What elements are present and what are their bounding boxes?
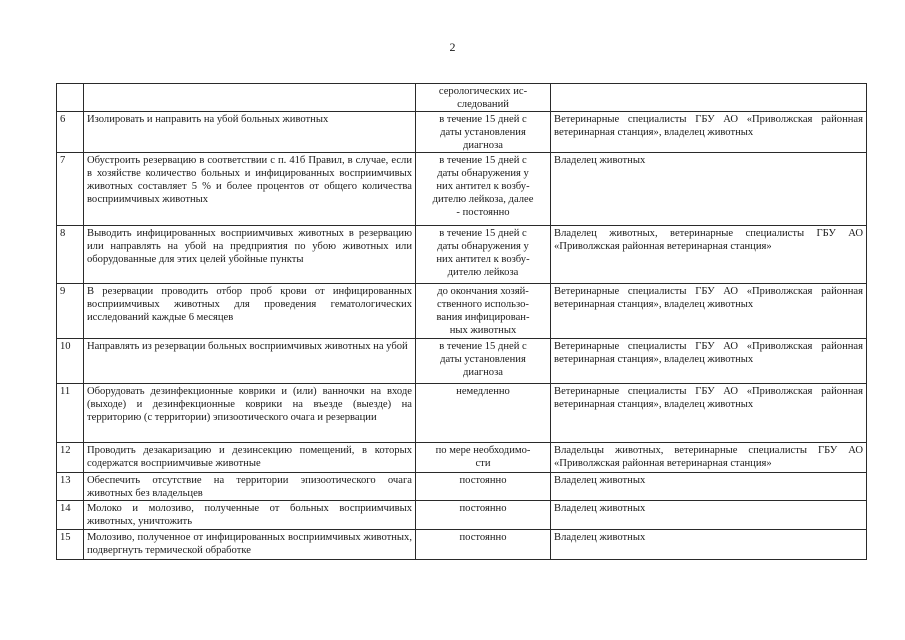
table-row xyxy=(57,384,867,443)
row-number: 10 xyxy=(57,339,84,384)
row-term: постоянно xyxy=(416,530,551,560)
table-row xyxy=(57,112,867,153)
row-responsible: Владельцы животных, ветеринарные специалисты ГБУ АО «Приволжская районная ветеринарная станция» xyxy=(551,443,867,473)
row-responsible: Ветеринарные специалисты ГБУ АО «Приволжская районная ветеринарная станция», владелец животных xyxy=(551,339,867,384)
table-row xyxy=(57,226,867,284)
table-row xyxy=(57,501,867,530)
row-responsible: Ветеринарные специалисты ГБУ АО «Приволжская районная ветеринарная станция», владелец животных xyxy=(551,284,867,339)
row-term: постоянно xyxy=(416,473,551,501)
row-action: Выводить инфицированных восприимчивых животных в резервацию или направлять на убой на предприятия по убою животных или оборудованные для этих целей убойные пункты xyxy=(84,226,416,284)
row-term: постоянно xyxy=(416,501,551,530)
row-action: Оборудовать дезинфекционные коврики и (или) ванночки на входе (выходе) и дезинфекционные коврики на въезде (выезде) на территорию (с территории) эпизоотического очага и резервации xyxy=(84,384,416,443)
row-action: Обустроить резервацию в соответствии с п. 41б Правил, в случае, если в хозяйстве количество больных и инфицированных восприимчивых животных составляет 5 % и более процентов от общего количества восприимчивых животных xyxy=(84,153,416,226)
row-action: Обеспечить отсутствие на территории эпизоотического очага животных без владельцев xyxy=(84,473,416,501)
row-number: 12 xyxy=(57,443,84,473)
row-number: 14 xyxy=(57,501,84,530)
row-number xyxy=(57,84,84,112)
row-action: В резервации проводить отбор проб крови от инфицированных восприимчивых животных для проведения гематологических исследований каждые 6 месяцев xyxy=(84,284,416,339)
row-action: Изолировать и направить на убой больных животных xyxy=(84,112,416,153)
row-term: в течение 15 дней с даты установления диагноза xyxy=(416,112,551,153)
row-term: до окончания хозяй- ственного использо- вания инфицирован- ных животных xyxy=(416,284,551,339)
row-action: Проводить дезакаризацию и дезинсекцию помещений, в которых содержатся восприимчивые животные xyxy=(84,443,416,473)
row-number: 7 xyxy=(57,153,84,226)
row-responsible: Владелец животных xyxy=(551,153,867,226)
table-row xyxy=(57,339,867,384)
row-responsible xyxy=(551,84,867,112)
row-action xyxy=(84,84,416,112)
row-number: 13 xyxy=(57,473,84,501)
row-responsible: Ветеринарные специалисты ГБУ АО «Приволжская районная ветеринарная станция», владелец животных xyxy=(551,112,867,153)
row-number: 15 xyxy=(57,530,84,560)
measures-table xyxy=(56,83,867,560)
row-responsible: Владелец животных xyxy=(551,473,867,501)
row-number: 9 xyxy=(57,284,84,339)
row-term: в течение 15 дней с даты установления диагноза xyxy=(416,339,551,384)
row-term: в течение 15 дней с даты обнаружения у них антител к возбу- дителю лейкоза, далее - постоянно xyxy=(416,153,551,226)
table-row xyxy=(57,284,867,339)
row-number: 8 xyxy=(57,226,84,284)
row-action: Молоко и молозиво, полученные от больных восприимчивых животных, уничтожить xyxy=(84,501,416,530)
table-row xyxy=(57,153,867,226)
row-term: серологических ис- следований xyxy=(416,84,551,112)
row-number: 6 xyxy=(57,112,84,153)
table-row xyxy=(57,443,867,473)
row-number: 11 xyxy=(57,384,84,443)
row-term: по мере необходимо- сти xyxy=(416,443,551,473)
table-row xyxy=(57,84,867,112)
table-row xyxy=(57,473,867,501)
row-action: Молозиво, полученное от инфицированных восприимчивых животных, подвергнуть термической обработке xyxy=(84,530,416,560)
row-responsible: Владелец животных xyxy=(551,530,867,560)
row-action: Направлять из резервации больных восприимчивых животных на убой xyxy=(84,339,416,384)
row-responsible: Владелец животных xyxy=(551,501,867,530)
row-term: немедленно xyxy=(416,384,551,443)
page-number: 2 xyxy=(449,40,456,54)
table-row xyxy=(57,530,867,560)
row-term: в течение 15 дней с даты обнаружения у них антител к возбу- дителю лейкоза xyxy=(416,226,551,284)
row-responsible: Владелец животных, ветеринарные специалисты ГБУ АО «Приволжская районная ветеринарная станция» xyxy=(551,226,867,284)
row-responsible: Ветеринарные специалисты ГБУ АО «Приволжская районная ветеринарная станция», владелец животных xyxy=(551,384,867,443)
